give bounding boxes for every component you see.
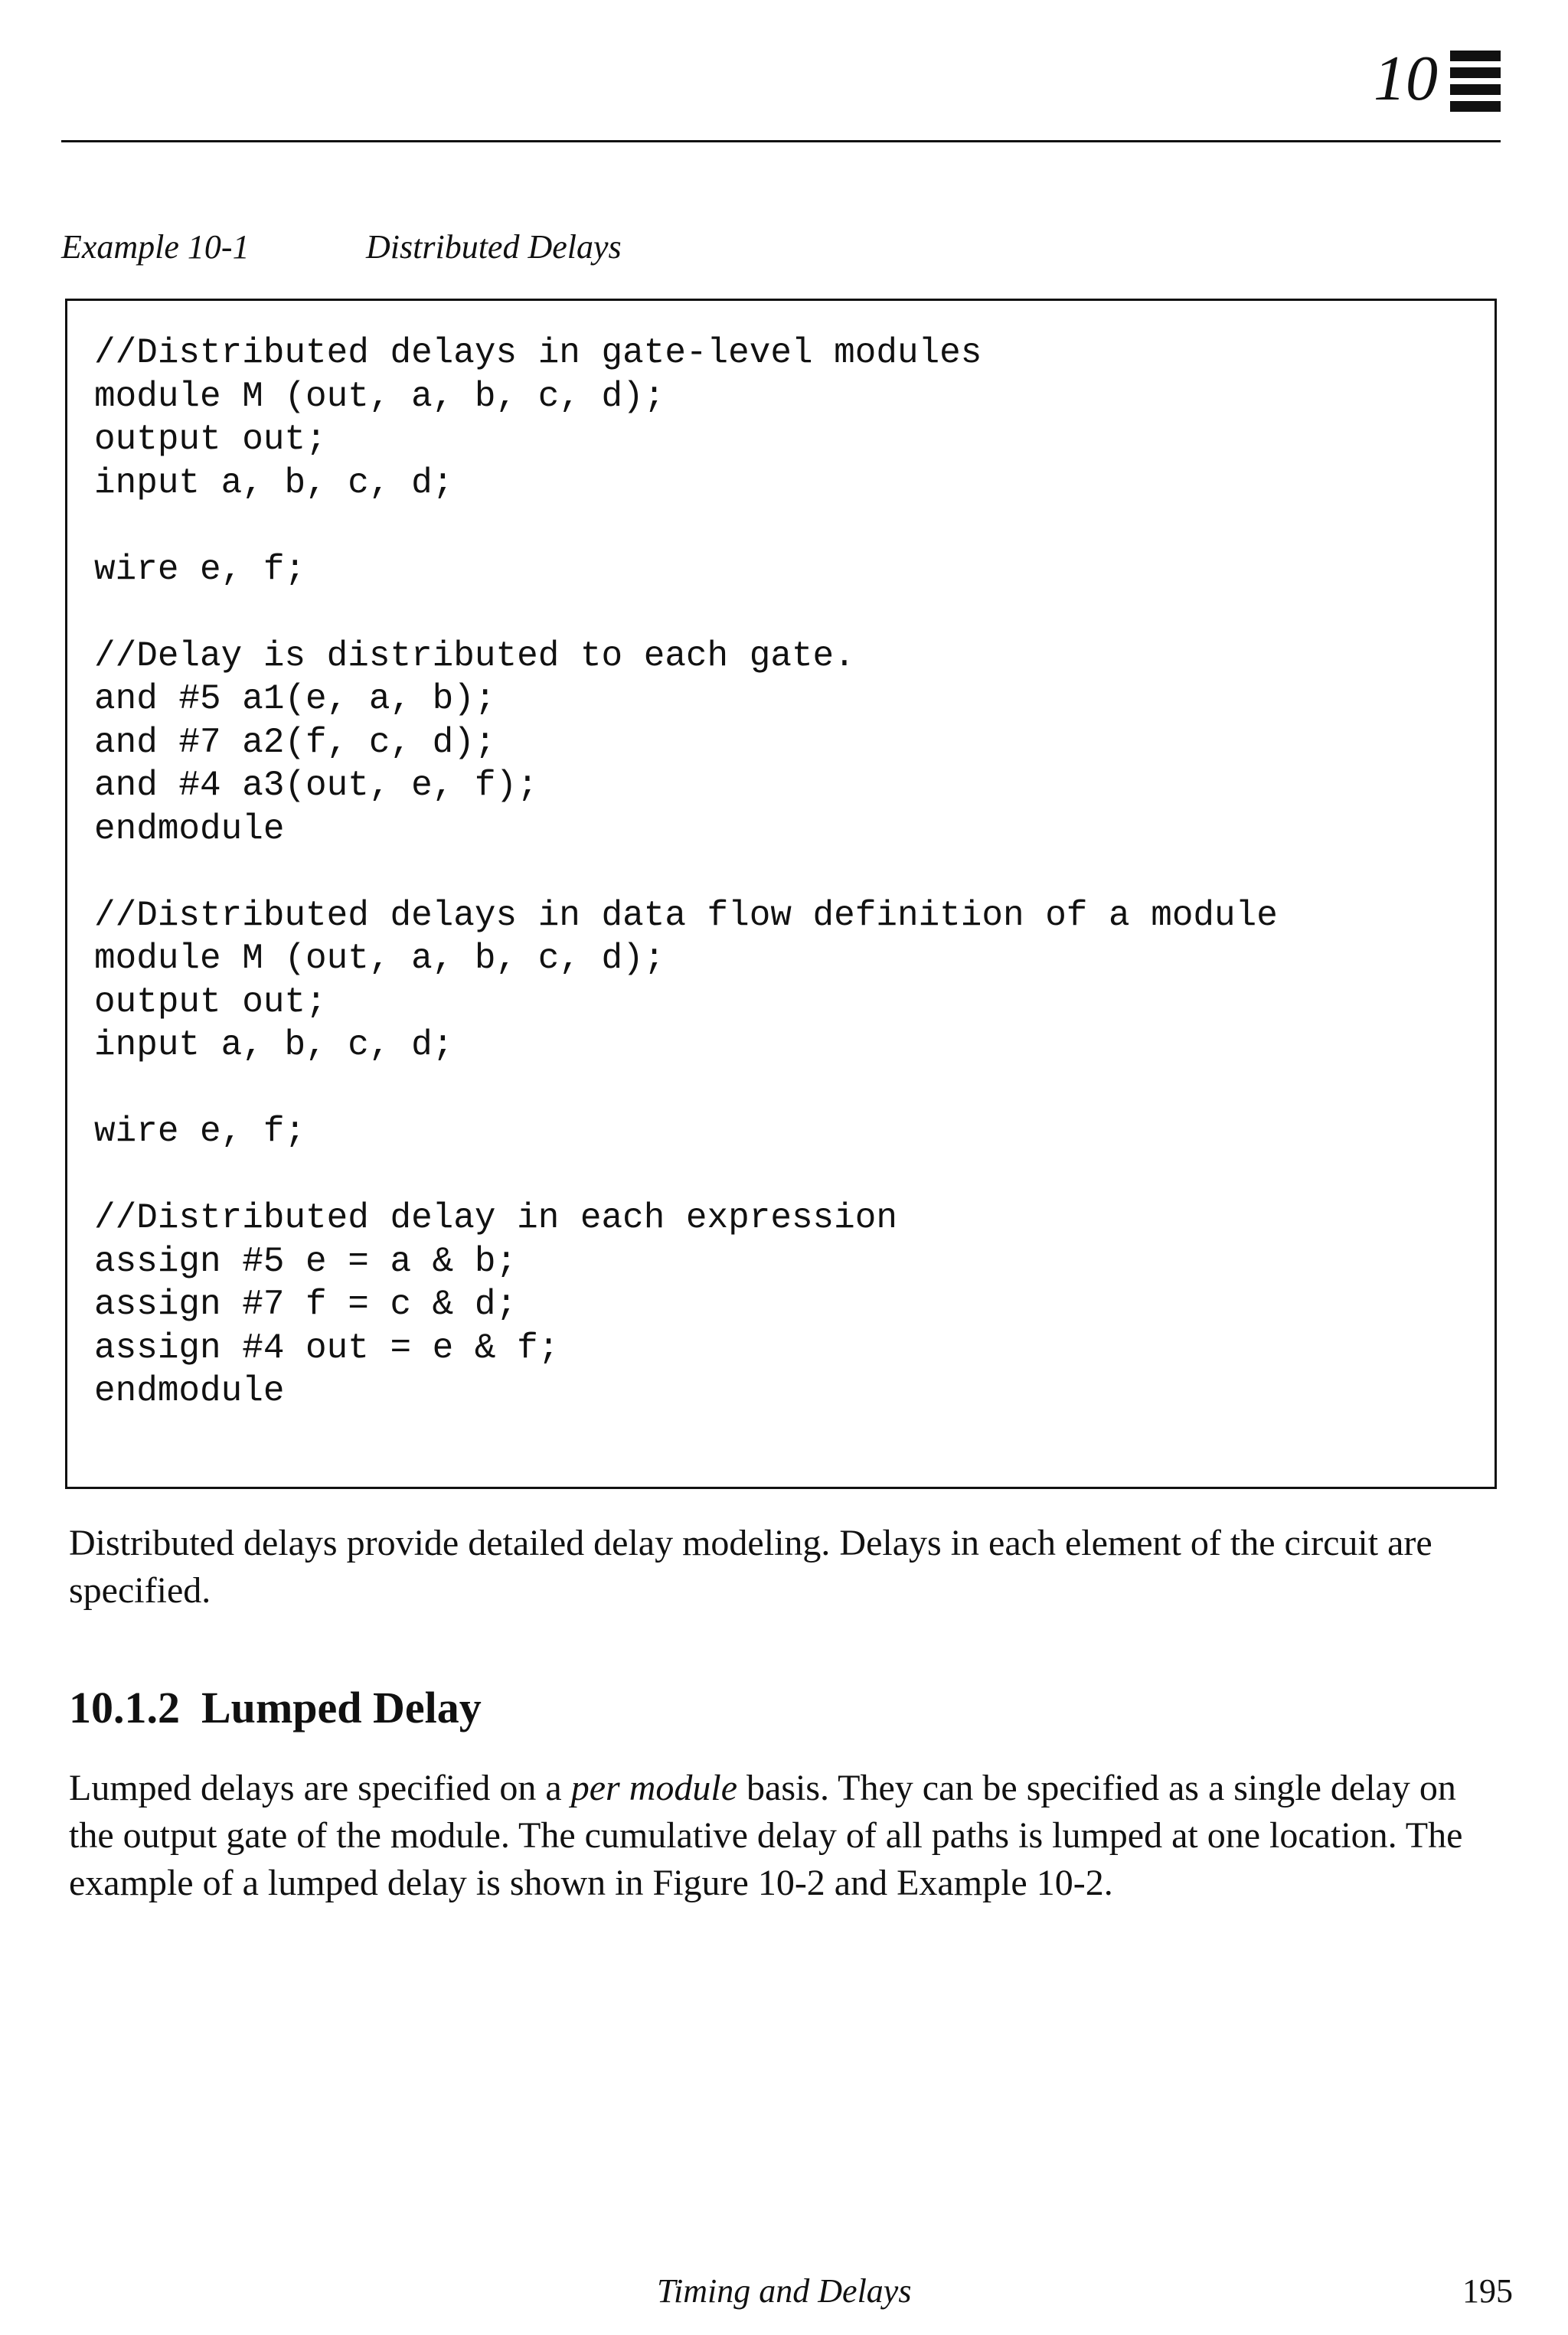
example-title: Distributed Delays xyxy=(366,228,622,266)
code-line: module M (out, a, b, c, d); xyxy=(94,376,665,416)
code-line: //Distributed delays in data flow definition of a module xyxy=(94,895,1278,936)
code-line xyxy=(94,591,1278,635)
code-line: assign #7 f = c & d; xyxy=(94,1285,518,1324)
section-title: Lumped Delay xyxy=(201,1683,482,1732)
code-line: //Delay is distributed to each gate. xyxy=(94,635,855,676)
code-line: wire e, f; xyxy=(94,549,306,589)
lumped-delay-paragraph xyxy=(69,1765,1493,1907)
code-line: output out; xyxy=(94,420,327,459)
chapter-header xyxy=(61,37,1501,152)
code-line: and #7 a2(f, c, d); xyxy=(94,722,496,763)
code-line: and #4 a3(out, e, f); xyxy=(94,766,538,805)
running-footer-title: Timing and Delays xyxy=(657,2272,912,2310)
section-heading xyxy=(69,1680,482,1736)
example-label: Example 10-1 xyxy=(61,228,250,266)
code-line xyxy=(94,1154,1278,1197)
code-line: assign #5 e = a & b; xyxy=(94,1241,518,1282)
code-line: //Distributed delay in each expression xyxy=(94,1198,897,1238)
header-rule xyxy=(61,140,1501,142)
page-number: 195 xyxy=(1462,2272,1513,2310)
code-line: input a, b, c, d; xyxy=(94,1025,454,1065)
code-line: assign #4 out = e & f; xyxy=(94,1328,560,1368)
distributed-delays-paragraph: Distributed delays provide detailed delay modeling. Delays in each element of the circuit are specified. xyxy=(69,1523,1432,1611)
code-line xyxy=(94,505,1278,548)
emphasis-text: per module xyxy=(570,1768,738,1808)
chapter-number: 10 xyxy=(1374,43,1438,114)
code-line: module M (out, a, b, c, d); xyxy=(94,939,665,978)
code-line: endmodule xyxy=(94,1371,285,1411)
code-line xyxy=(94,1067,1278,1111)
code-line: output out; xyxy=(94,981,327,1022)
code-listing-box xyxy=(65,299,1497,1489)
code-line: endmodule xyxy=(94,808,285,849)
code-line: wire e, f; xyxy=(94,1112,306,1151)
code-line: and #5 a1(e, a, b); xyxy=(94,679,496,719)
code-listing xyxy=(94,331,1278,1413)
code-line: //Distributed delays in gate-level modules xyxy=(94,333,982,373)
code-line xyxy=(94,851,1278,894)
paragraph-text: basis. They can be specified as a single delay on the output gate of the module. The cumulative delay of all paths is lumped at one location. The example of a lumped delay is shown in Figure 10-2 and Example 10-2. xyxy=(69,1768,1463,1903)
section-number: 10.1.2 xyxy=(69,1683,180,1732)
code-line: input a, b, c, d; xyxy=(94,462,454,503)
paragraph-text: Lumped delays are specified on a xyxy=(69,1768,571,1808)
chapter-bars-icon xyxy=(1450,51,1501,127)
